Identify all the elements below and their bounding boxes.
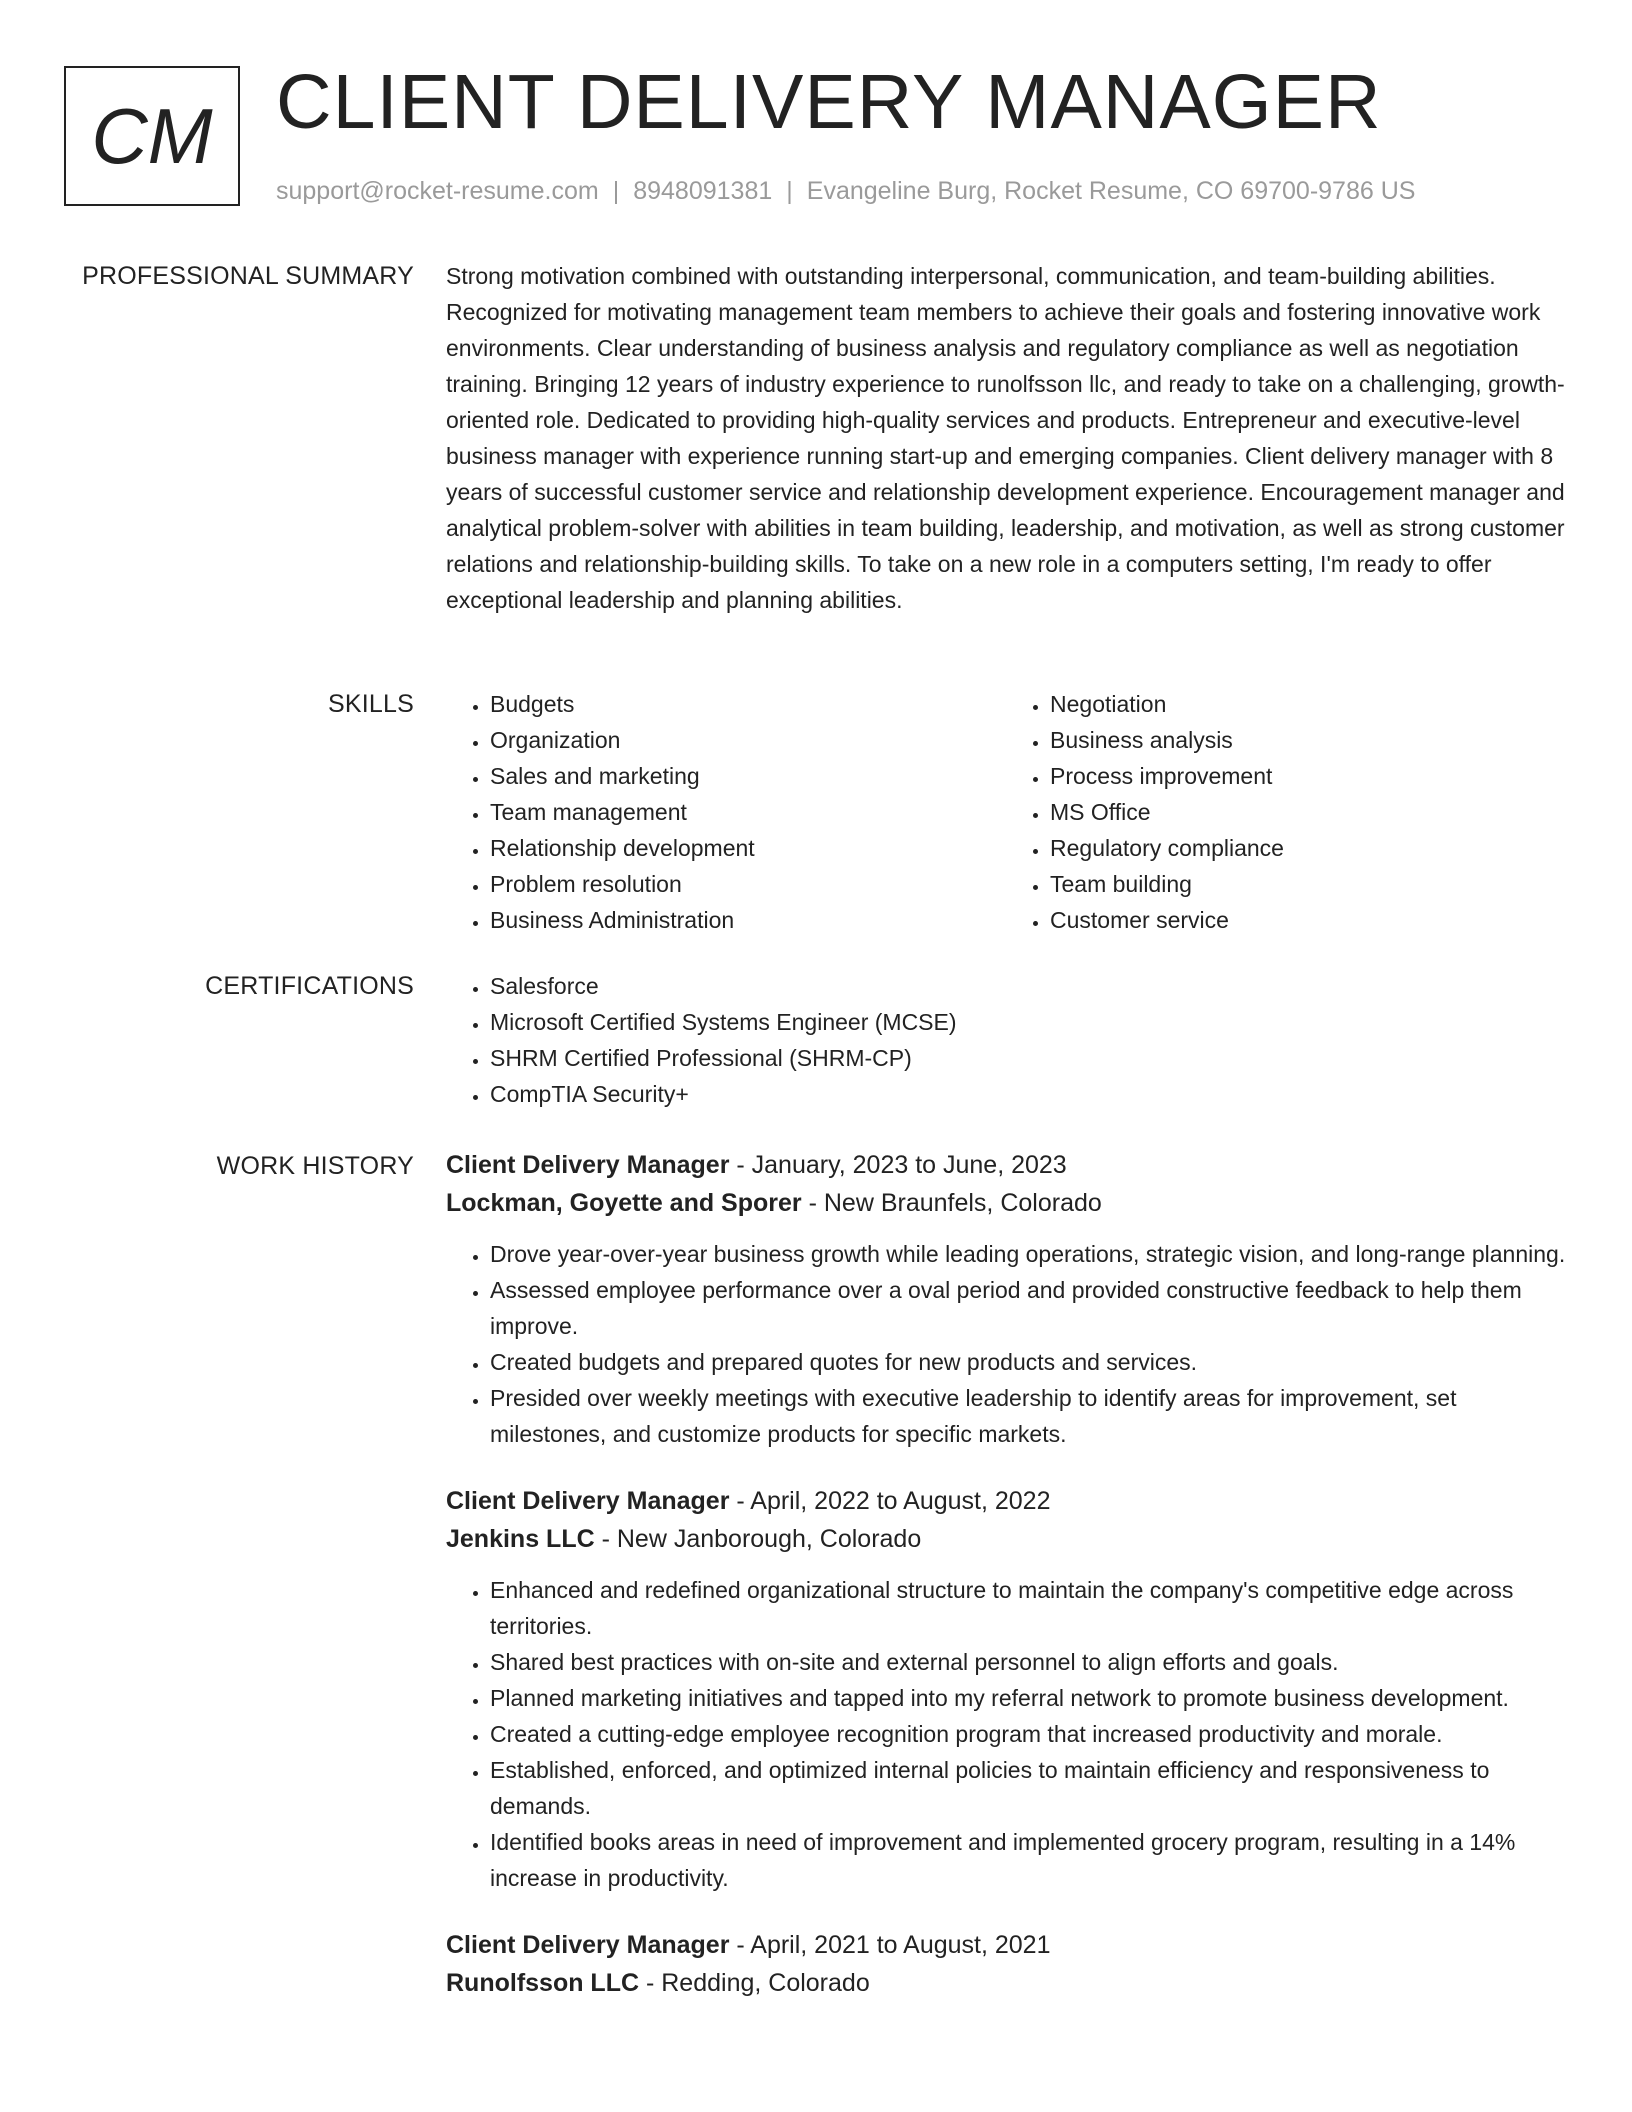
job-bullet: • Established, enforced, and optimized internal policies to maintain efficiency and responsiveness to demands.: [490, 1752, 1566, 1824]
job-company-line: [446, 1964, 1566, 2002]
job-company-line: [446, 1520, 1566, 1558]
resume-title: CLIENT DELIVERY MANAGER: [276, 59, 1382, 145]
job-entry: [446, 1482, 1566, 1896]
section-heading-skills: SKILLS: [328, 690, 414, 718]
skills-body: [446, 686, 1566, 938]
job-entry: [446, 1926, 1566, 2002]
job-bullet: • Presided over weekly meetings with executive leadership to identify areas for improvement, set milestones, and customize products for specific markets.: [490, 1380, 1566, 1452]
skill-item: • Relationship development: [490, 830, 1006, 866]
job-dates: - April, 2021 to August, 2021: [729, 1931, 1051, 1959]
job-title-line: [446, 1482, 1566, 1520]
section-heading-work-history: WORK HISTORY: [216, 1152, 414, 1180]
job-bullet: • Created budgets and prepared quotes for new products and services.: [490, 1344, 1566, 1380]
job-bullet: • Created a cutting-edge employee recognition program that increased productivity and morale.: [490, 1716, 1566, 1752]
section-heading-certifications: CERTIFICATIONS: [205, 972, 414, 1000]
job-dates: - January, 2023 to June, 2023: [729, 1151, 1067, 1179]
skill-item: • MS Office: [1050, 794, 1566, 830]
summary-body: [446, 258, 1566, 618]
monogram-text: CM: [91, 91, 213, 180]
contact-email[interactable]: support@rocket-resume.com: [276, 177, 599, 205]
job-company-line: [446, 1184, 1566, 1222]
job-title: Client Delivery Manager: [446, 1931, 730, 1959]
job-title: Client Delivery Manager: [446, 1151, 730, 1179]
section-heading-summary: PROFESSIONAL SUMMARY: [82, 262, 414, 290]
skill-item: • Customer service: [1050, 902, 1566, 938]
monogram-logo: [64, 66, 240, 206]
job-location: - New Janborough, Colorado: [594, 1525, 922, 1553]
job-title-line: [446, 1926, 1566, 1964]
job-company: Jenkins LLC: [446, 1525, 595, 1553]
skill-item: • Negotiation: [1050, 686, 1566, 722]
certification-item: • Microsoft Certified Systems Engineer (MCSE): [490, 1004, 1566, 1040]
contact-separator: |: [612, 177, 620, 205]
skill-item: • Organization: [490, 722, 1006, 758]
job-bullet: • Identified books areas in need of improvement and implemented grocery program, resulting in a 14% increase in productivity.: [490, 1824, 1566, 1896]
job-title: Client Delivery Manager: [446, 1487, 730, 1515]
job-bullet: • Shared best practices with on-site and external personnel to align efforts and goals.: [490, 1644, 1566, 1680]
job-bullets: [446, 1236, 1566, 1452]
skills-list-right: [1006, 686, 1566, 938]
skill-item: • Process improvement: [1050, 758, 1566, 794]
certification-item: • SHRM Certified Professional (SHRM-CP): [490, 1040, 1566, 1076]
skill-item: • Sales and marketing: [490, 758, 1006, 794]
skill-item: • Business analysis: [1050, 722, 1566, 758]
job-company: Runolfsson LLC: [446, 1969, 640, 1997]
skill-item: • Regulatory compliance: [1050, 830, 1566, 866]
certifications-body: [446, 968, 1566, 1112]
skill-item: • Team management: [490, 794, 1006, 830]
job-bullet: • Planned marketing initiatives and tapped into my referral network to promote business development.: [490, 1680, 1566, 1716]
certification-item: • CompTIA Security+: [490, 1076, 1566, 1112]
contact-address: Evangeline Burg, Rocket Resume, CO 69700-9786 US: [806, 177, 1416, 205]
certification-item: • Salesforce: [490, 968, 1566, 1004]
skill-item: • Problem resolution: [490, 866, 1006, 902]
skill-item: • Team building: [1050, 866, 1566, 902]
job-dates: - April, 2022 to August, 2022: [729, 1487, 1051, 1515]
skills-list-left: [446, 686, 1006, 938]
certifications-list: [446, 968, 1566, 1112]
job-location: - Redding, Colorado: [639, 1969, 870, 1997]
job-bullets: [446, 1572, 1566, 1896]
job-bullet: • Drove year-over-year business growth while leading operations, strategic vision, and long-range planning.: [490, 1236, 1566, 1272]
skill-item: • Budgets: [490, 686, 1006, 722]
job-bullet: • Enhanced and redefined organizational structure to maintain the company's competitive edge across territories.: [490, 1572, 1566, 1644]
job-title-line: [446, 1146, 1566, 1184]
contact-phone: 8948091381: [633, 177, 773, 205]
contact-line: [276, 174, 1415, 208]
job-entry: [446, 1146, 1566, 1452]
contact-separator: |: [786, 177, 793, 205]
summary-text: Strong motivation combined with outstanding interpersonal, communication, and team-building abilities. Recognized for motivating management team members to achieve their goals and fostering innovative work environments. Clear understanding of business analysis and regulatory compliance as well as negotiation training. Bringing 12 years of industry experience to runolfsson llc, and ready to take on a challenging, growth-oriented role. Dedicated to providing high-quality services and products. Entrepreneur and executive-level business manager with experience running start-up and emerging companies. Client delivery manager with 8 years of successful customer service and relationship development experience. Encouragement manager and analytical problem-solver with abilities in team building, leadership, and motivation, as well as strong customer relations and relationship-building skills. To take on a new role in a computers setting, I'm ready to offer exceptional leadership and planning abilities.: [446, 263, 1565, 613]
skill-item: • Business Administration: [490, 902, 1006, 938]
job-location: - New Braunfels, Colorado: [801, 1189, 1102, 1217]
work-history-body: [446, 1146, 1566, 2032]
job-company: Lockman, Goyette and Sporer: [446, 1189, 802, 1217]
job-bullet: • Assessed employee performance over a oval period and provided constructive feedback to help them improve.: [490, 1272, 1566, 1344]
